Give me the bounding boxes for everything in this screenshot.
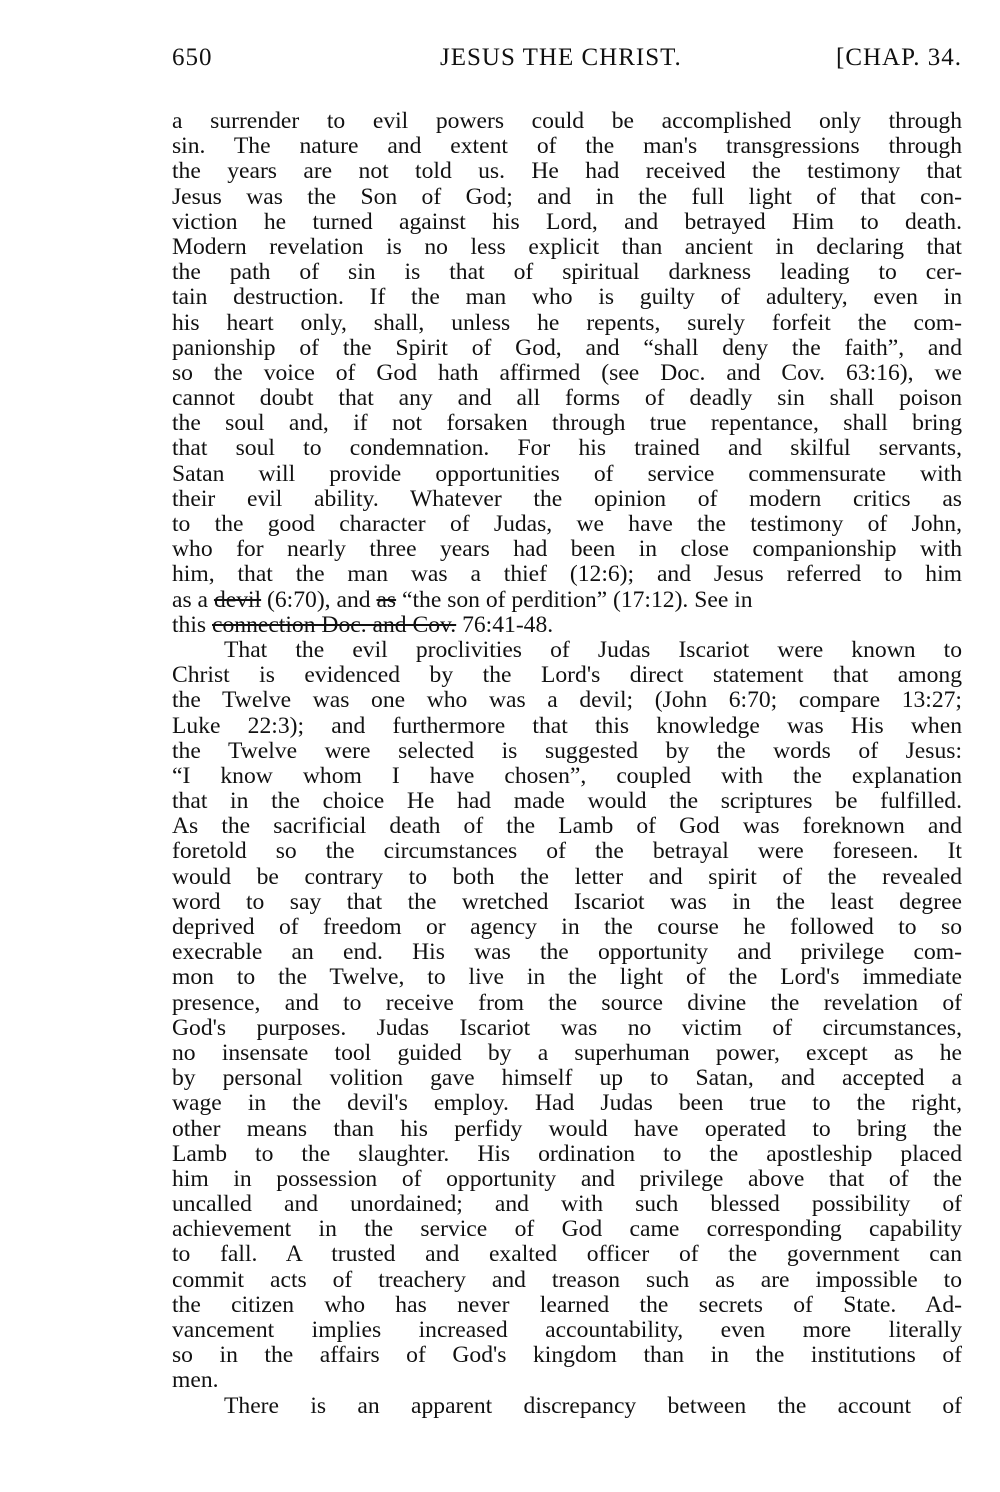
- text-line: uncalled and unordained; and with such blessed possibility of: [172, 1192, 962, 1218]
- text-line: cannot doubt that any and all forms of deadly sin shall poison: [172, 386, 962, 412]
- text-line: viction he turned against his Lord, and betrayed Him to death.: [172, 209, 962, 235]
- text-line: Christ is evidenced by the Lord's direct statement that among: [172, 663, 962, 689]
- line-segment: 76:41-48.: [456, 612, 554, 638]
- text-line: God's purposes. Judas Iscariot was no victim of circumstances,: [172, 1015, 962, 1041]
- text-line: men.: [172, 1368, 219, 1394]
- text-line: There is an apparent discrepancy between the account of: [224, 1393, 962, 1419]
- text-line: no insensate tool guided by a superhuman power, except as he: [172, 1040, 962, 1066]
- text-line: [172, 613, 962, 638]
- text-line: word to say that the wretched Iscariot was in the least degree: [172, 889, 962, 915]
- text-line: achievement in the service of God came corresponding capability: [172, 1217, 962, 1243]
- text-line: vancement implies increased accountability, even more literally: [172, 1318, 962, 1343]
- line-segment: as a: [172, 587, 214, 613]
- text-line: wage in the devil's employ. Had Judas been true to the right,: [172, 1091, 962, 1117]
- text-line: their evil ability. Whatever the opinion of modern critics as: [172, 486, 962, 512]
- chapter-label: [CHAP. 34.: [836, 44, 962, 71]
- line-segment: this: [172, 612, 212, 638]
- text-line: foretold so the circumstances of the betrayal were foreseen. It: [172, 839, 962, 865]
- text-line: deprived of freedom or agency in the course he followed to so: [172, 915, 962, 940]
- text-line: other means than his perfidy would have operated to bring the: [172, 1116, 962, 1142]
- text-line: the Twelve were selected is suggested by the words of Jesus:: [172, 738, 962, 764]
- text-line: that soul to condemnation. For his trained and skilful servants,: [172, 436, 962, 462]
- text-line: As the sacrificial death of the Lamb of God was foreknown and: [172, 814, 962, 840]
- text-line: Modern revelation is no less explicit than ancient in declaring that: [172, 234, 962, 260]
- line-segment: “the son of perdition” (17:12). See in: [396, 587, 753, 613]
- running-header: [172, 44, 962, 84]
- text-line: his heart only, shall, unless he repents, surely forfeit the com-: [172, 310, 962, 336]
- text-line: so in the affairs of God's kingdom than in the institutions of: [172, 1343, 962, 1369]
- text-line: to the good character of Judas, we have the testimony of John,: [172, 512, 962, 537]
- text-line: That the evil proclivities of Judas Iscariot were known to: [224, 637, 962, 663]
- text-line: Satan will provide opportunities of service commensurate with: [172, 461, 962, 487]
- text-line: execrable an end. His was the opportunity and privilege com-: [172, 940, 962, 966]
- text-line: the citizen who has never learned the secrets of State. Ad-: [172, 1292, 962, 1318]
- struck-text: as: [376, 587, 397, 613]
- paragraph: [172, 638, 962, 1394]
- text-line: panionship of the Spirit of God, and “shall deny the faith”, and: [172, 335, 962, 361]
- page-body: [172, 109, 962, 1419]
- text-line: [172, 588, 962, 613]
- paragraph: [172, 109, 962, 638]
- text-line: him, that the man was a thief (12:6); and Jesus referred to him: [172, 562, 962, 588]
- text-line: “I know whom I have chosen”, coupled with the explanation: [172, 763, 962, 789]
- text-line: who for nearly three years had been in close companionship with: [172, 537, 962, 563]
- text-line: the years are not told us. He had received the testimony that: [172, 159, 962, 185]
- struck-text: connection Doc. and Cov.: [212, 612, 457, 638]
- text-line: commit acts of treachery and treason such as are impossible to: [172, 1267, 962, 1293]
- text-line: Luke 22:3); and furthermore that this knowledge was His when: [172, 713, 962, 739]
- paragraph: [172, 1394, 962, 1419]
- text-line: by personal volition gave himself up to Satan, and accepted a: [172, 1066, 962, 1092]
- text-line: Jesus was the Son of God; and in the full light of that con-: [172, 184, 962, 210]
- text-line: the soul and, if not forsaken through true repentance, shall bring: [172, 411, 962, 437]
- text-line: to fall. A trusted and exalted officer of the government can: [172, 1242, 962, 1268]
- text-line: sin. The nature and extent of the man's transgressions through: [172, 134, 962, 160]
- line-segment: (6:70), and: [261, 587, 377, 613]
- text-line: mon to the Twelve, to live in the light of the Lord's immediate: [172, 965, 962, 991]
- text-line: so the voice of God hath affirmed (see Doc. and Cov. 63:16), we: [172, 360, 962, 386]
- text-line: the Twelve was one who was a devil; (John 6:70; compare 13:27;: [172, 688, 962, 714]
- text-line: presence, and to receive from the source divine the revelation of: [172, 990, 962, 1016]
- text-line: would be contrary to both the letter and spirit of the revealed: [172, 864, 962, 890]
- text-line: Lamb to the slaughter. His ordination to the apostleship placed: [172, 1141, 962, 1167]
- page-number: 650: [172, 44, 213, 71]
- text-line: the path of sin is that of spiritual darkness leading to cer-: [172, 260, 962, 286]
- running-title: JESUS THE CHRIST.: [440, 44, 682, 71]
- text-line: that in the choice He had made would the scriptures be fulfilled.: [172, 789, 962, 815]
- struck-text: devil: [213, 587, 262, 613]
- text-line: a surrender to evil powers could be accomplished only through: [172, 109, 962, 134]
- text-line: him in possession of opportunity and privilege above that of the: [172, 1166, 962, 1192]
- text-line: tain destruction. If the man who is guilty of adultery, even in: [172, 285, 962, 311]
